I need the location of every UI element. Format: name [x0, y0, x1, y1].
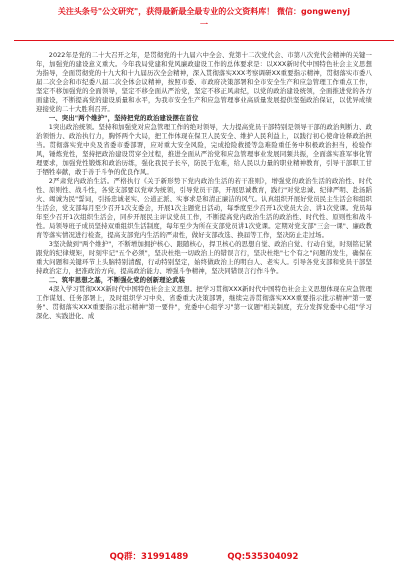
- header-promo-text: 关注头条号"公文研究"，获得最新最全最专业的公文资料库！ 微信：gongwenyj: [57, 7, 351, 16]
- document-body: [36, 51, 372, 539]
- header-promo-text-line2: 一: [200, 20, 208, 29]
- body-paragraph: 2严肃党内政治生活。严格执行《关于新形势下党内政治生活的若干准则》，增强党的政治生活的政治性、时代性、原则性、战斗性，各党支部要以党章为统领，引导党员干部，开展思诚教育，践行"对党忠诚、纪律严明、赴汤蹈火、竭诚为民"誓词，引扬忠诚老实、公道正派、实事求是和清正廉洁的风气。认真组织开展好党员民主生活会和组织生活会，党支部每月至少召开1次支委会，开展1次主题党日活动，每季度至少召开1次党员大会、讲1次党课。党员每年至少召开1次组织生活会，同步开展民主评议党员工作，不断提高党内政治生活的政治性、时代性、原则性和战斗性。局领导班子成员坚持双重组织生活制度，每年至少为所在支部党员讲1次党课。定期对党支部"三会一课"、廉政教育等落实情况进行检查，提高支部党内生活的严肃性，做好支部改选、换届等工作，坚决防止走过场。: [36, 177, 372, 239]
- body-paragraph: 3坚决做到"两个维护"，不断增加拥护核心、跟随核心，捍卫核心的思想自觉、政治自觉、行动自觉，时刻铭记紧跟党的纪律规矩，时刻牢记"五个必须"，坚决杜绝一切政治上的错误言行，坚决杜绝"七个有之"问题的发生，确保在重大问题和关键环节上头脑特别清醒，行动特别坚定，始终做政治上的明白人、老实人。引导各党支部和党员干部坚持政治定力，把准政治方向，提高政治能力、增强斗争精神，坚决同错误言行作斗争。: [36, 240, 372, 275]
- section-heading-1: 一、突出"两个维护"，坚持把党的政治建设摆在首位: [48, 114, 199, 122]
- header-divider: [14, 40, 394, 41]
- header-banner: [0, 0, 408, 38]
- footer-contact: [0, 550, 408, 564]
- body-paragraph: 1突出政治统领。坚持和加强党对应急管理工作的绝对领导，大力提高党员干部特别是领导干部的政治判断力、政治领悟力、政治执行力，胸怀两个大局，把工作体现在保卫人民安全、维护人民利益上，以践行初心使命诠释政治担当。贯彻落实党中央及省委市委部署，应对重大安全风险，完成抢险救援等急难险重任务中积极政治担当，检验作风，锤炼党性，坚持把政治建设贯穿全过程，推进全面从严治党和应急管理事业发展同频共振，全面落实准军事化管理要求，加强党性锻炼和政治历练，强化我民子长卒，防民于危难，给人民以力量的职业精神教育，引导干部职工甘于牺牲奉献，敢于善于斗争的优良作风。: [36, 123, 372, 176]
- intro-paragraph: 2022年是党的二十大召开之年，是贯彻党的十九届六中全会、党第十二次党代会、市第八次党代会精神的关键一年，加强党的建设意义重大。今年我局党建和党风廉政建设工作的总体要求是：以XXX新时代中国特色社会主义思想为指导，全面贯彻党的十九大和十九届历次全会精神，深入贯彻落实XXX考察调研XX重要指示精神，贯彻落实市委八届二次全会和市纪委八届二次全体会议精神，按照市委、市政府决策部署和全市安全生产和应急管理工作重点工作，坚定不移加强党的全面领导，坚定不移全面从严治党，坚定不移正风肃纪，以党的政治建设统领，全面推进党的各方面建设，不断提高党的建设质量和水平，为我市安全生产和应急管理事业高质量发展提供坚强政治保证，以优异成绩迎接党的二十大胜利召开。: [36, 51, 372, 113]
- footer-qq-number: QQ:535304092: [227, 552, 299, 562]
- body-paragraph: 4深入学习贯彻XXX新时代中国特色社会主义思想。把学习贯彻XXX新时代中国特色社会主义思想体现在应急管理工作谋划、任务部署上，及时组织学习中央、省委重大决策部署，继续完善贯彻落实XXX重要指示批示精神"第一要务"、贯彻落实XXX重要指示批示精神"第一要件"，党委中心组学习"第一议题"相关制度，充分发挥党委中心组"学习深化、实践进化、成: [36, 285, 372, 320]
- section-heading-2: 二、筑牢思想之基，不断强化党的创新理论武装: [48, 276, 186, 284]
- footer-qq-group: QQ群：31991489: [109, 552, 189, 562]
